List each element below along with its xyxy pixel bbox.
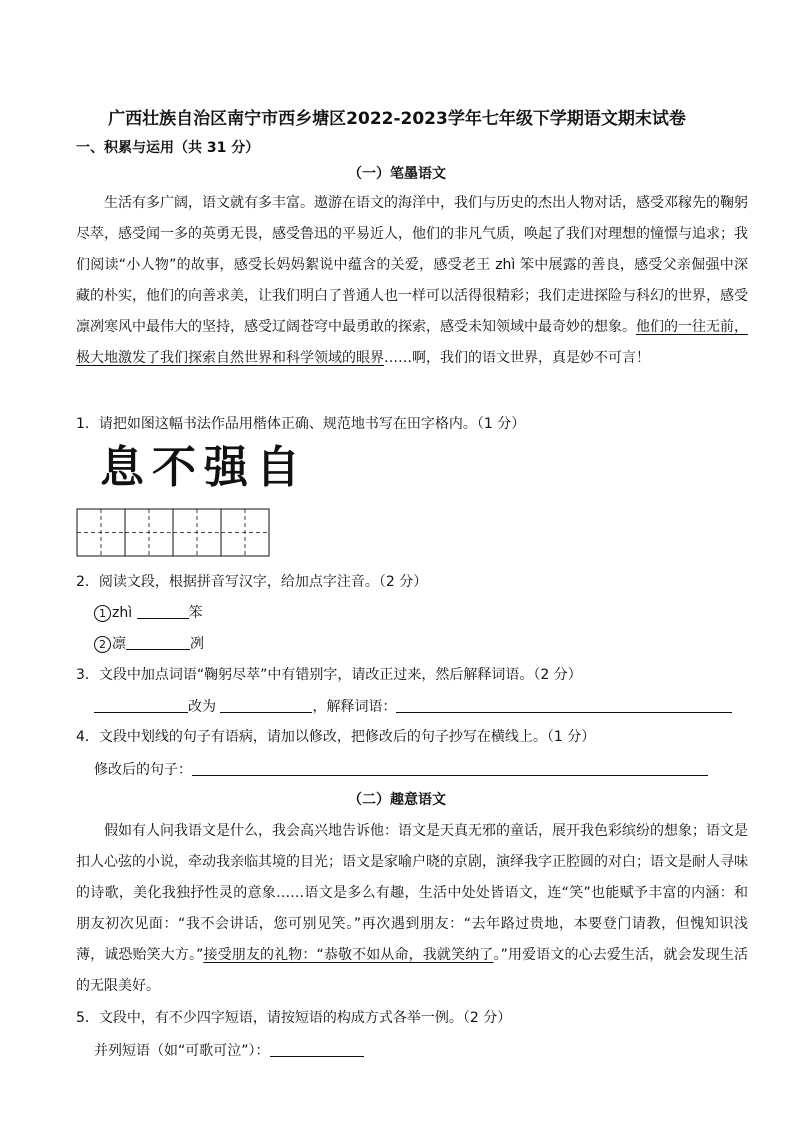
question-2: 2．阅读文段，根据拼音写汉字，给加点字注音。（2 分） bbox=[76, 574, 428, 590]
underlined-sentence-2: 接受朋友的礼物：“恭敬不如从命，我就笑纳了 bbox=[203, 947, 494, 963]
section-heading: 一、积累与运用（共 31 分） bbox=[76, 140, 260, 156]
answer-blank[interactable] bbox=[270, 1040, 364, 1057]
answer-blank[interactable] bbox=[396, 696, 732, 713]
question-5: 5．文段中，有不少四字短语，请按短语的构成方式各举一例。（2 分） bbox=[76, 1010, 512, 1026]
passage-1-ending: ……啊，我们的语文世界，真是妙不可言！ bbox=[384, 350, 650, 366]
question-3: 3．文段中加点词语“鞠躬尽萃”中有错别字，请改正过来，然后解释词语。（2 分） bbox=[76, 667, 582, 683]
answer-blank[interactable] bbox=[220, 696, 312, 713]
subsection-title-2: （二）趣意语文 bbox=[348, 792, 446, 808]
tianzige-grid[interactable] bbox=[76, 508, 272, 558]
passage-2-text: 假如有人问我语文是什么，我会高兴地告诉他：语文是天真无邪的童话，展开我色彩缤纷的想象；语文是扣人心弦的小说，牵动我亲临其境的目光；语文是家喻户晓的京剧，演绎我字正腔圆的对白；语文是耐人寻味的诗歌，美化我独抒性灵的意象……语文是多么有趣，生活中处处皆语文，连“笑”也能赋予丰富的内涵：和朋友初次见面：“我不会讲话，您可别见笑。”再次遇到朋友：“去年路过贵地，本要登门请教，但愧知识浅薄，诚恐贻笑大方。” bbox=[76, 823, 748, 963]
answer-blank[interactable] bbox=[192, 759, 708, 776]
passage-1-text: 生活有多广阔，语文就有多丰富。遨游在语文的海洋中，我们与历史的杰出人物对话，感受邓稼先的鞠躬尽萃，感受闻一多的英勇无畏，感受鲁迅的平易近人，他们的非凡气质，唤起了我们对理想的憧憬与追求；我们阅读“小人物”的故事，感受长妈妈絮说中蕴含的关爱，感受老王 zhì 笨中展露的善良，感受父亲倔强中深藏的朴实，他们的向善求美，让我们明白了普通人也一样可以活得很精彩；我们走进探险与科幻的世界，感受凛冽寒风中最伟大的坚持，感受辽阔苍穹中最勇敢的探索，感受未知领域中最奇妙的想象。 bbox=[76, 195, 748, 335]
passage-1 bbox=[76, 188, 748, 374]
exam-title: 广西壮族自治区南宁市西乡塘区2022-2023学年七年级下学期语文期末试卷 bbox=[108, 109, 686, 129]
circled-number: 2 bbox=[94, 636, 111, 653]
answer-blank[interactable] bbox=[137, 602, 189, 619]
q3-answer-line: 改为 ，解释词语： bbox=[94, 696, 732, 717]
calligraphy-text: 息不强自 bbox=[100, 442, 308, 492]
answer-blank[interactable] bbox=[94, 696, 188, 713]
question-1: 1．请把如图这幅书法作品用楷体正确、规范地书写在田字格内。（1 分） bbox=[76, 416, 526, 432]
q4-answer-line: 修改后的句子： bbox=[94, 759, 708, 780]
q5-answer-line: 并列短语（如“可歌可泣”）： bbox=[94, 1040, 364, 1061]
answer-blank[interactable] bbox=[126, 633, 190, 650]
underlined-sentence: 他们的一往无前，极大地激发了我们探索自然世界和科学领域的眼界 bbox=[76, 319, 748, 366]
q2-item-1: 1 zhì 笨 bbox=[94, 602, 203, 623]
passage-2-ending: 。”用爱语文的心去爱生活，就会发现生活的无限美好。 bbox=[76, 947, 748, 994]
circled-number: 1 bbox=[94, 605, 111, 622]
subsection-title-1: （一）笔墨语文 bbox=[348, 166, 446, 182]
q2-item-2: 2 凛 冽 bbox=[94, 633, 204, 654]
question-4: 4．文段中划线的句子有语病，请加以修改，把修改后的句子抄写在横线上。（1 分） bbox=[76, 729, 596, 745]
passage-2 bbox=[76, 816, 748, 1002]
calligraphy-image bbox=[100, 440, 315, 492]
